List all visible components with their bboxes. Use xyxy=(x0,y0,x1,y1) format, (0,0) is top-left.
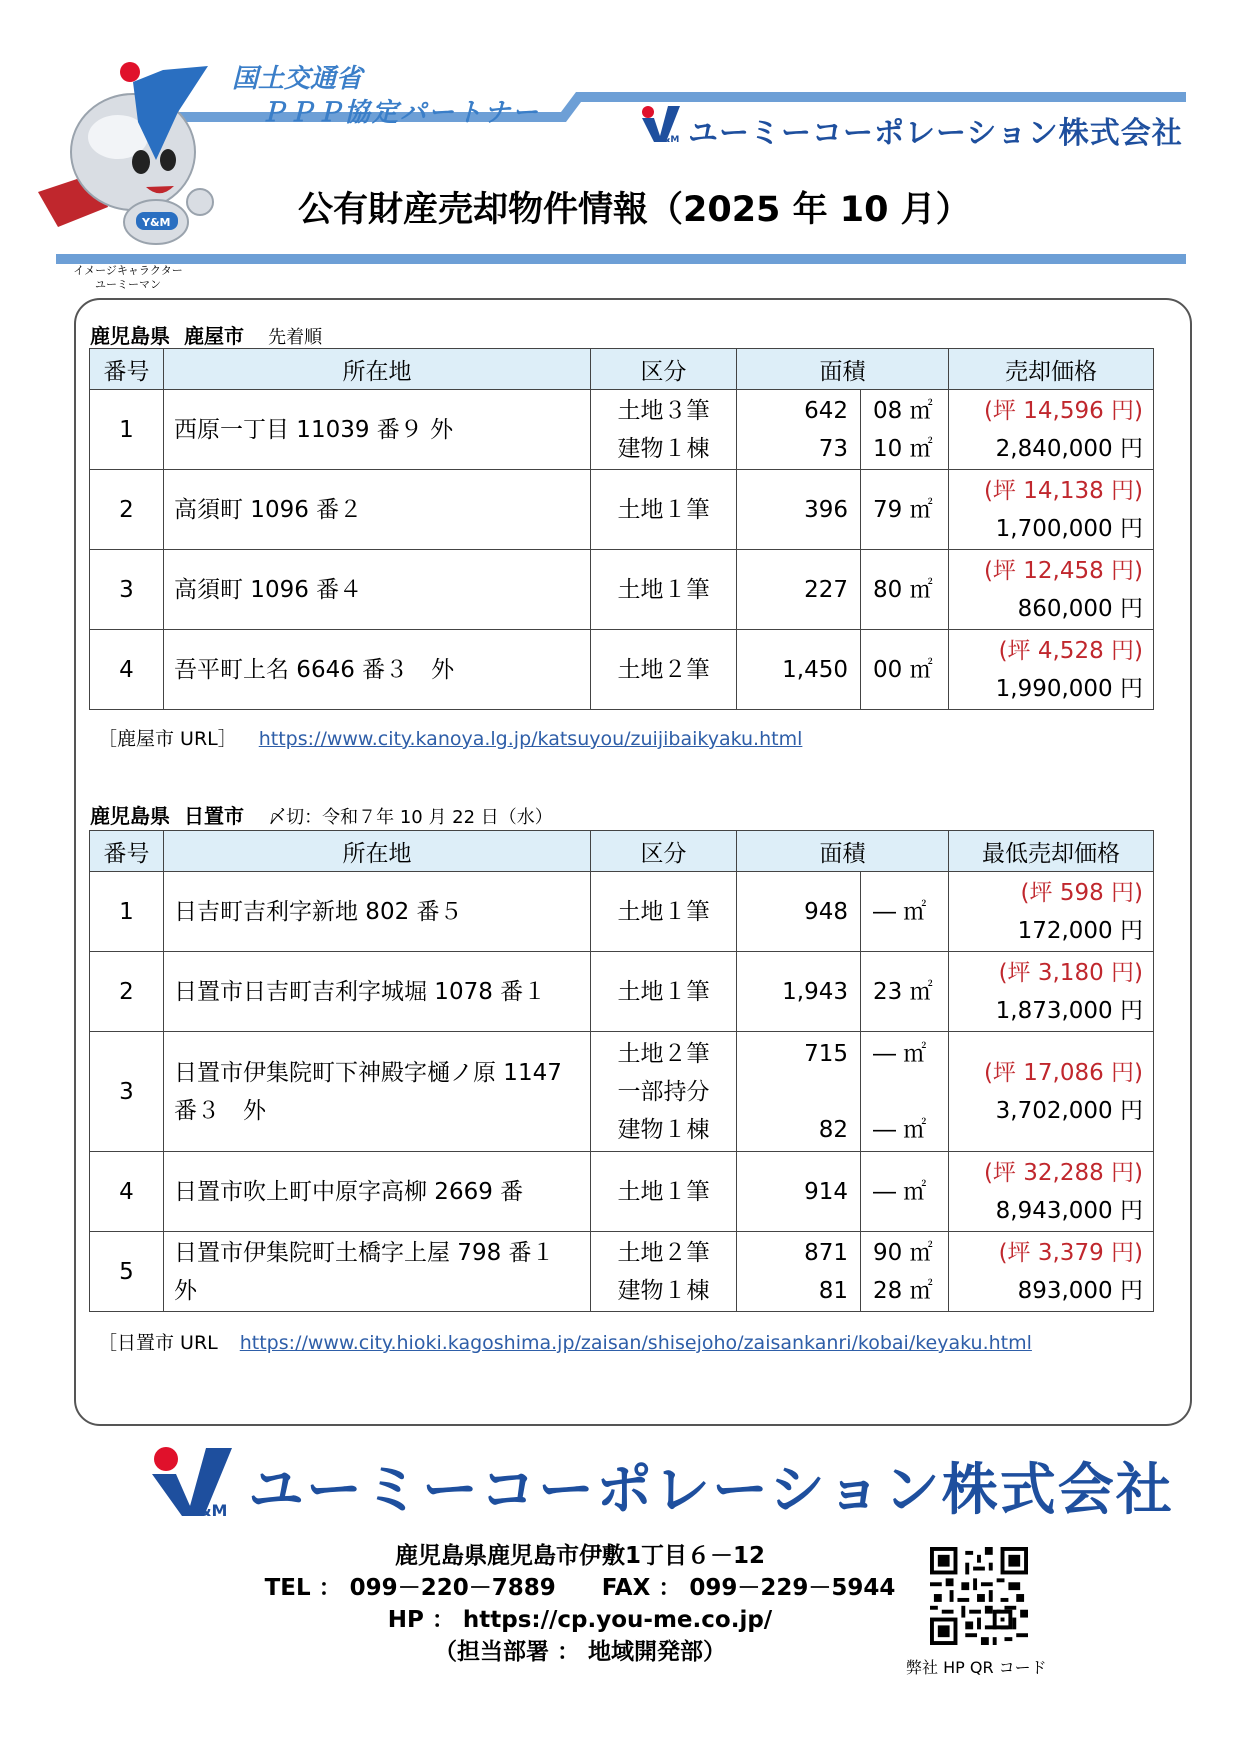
sale-price: 1,990,000 円 xyxy=(995,675,1143,702)
tsubo-price: (坪 32,288 円) xyxy=(983,1159,1143,1186)
tsubo-price: (坪 14,596 円) xyxy=(983,397,1143,424)
row-category xyxy=(591,1232,737,1312)
row-area-integer: 1,450 xyxy=(737,630,861,710)
tsubo-price: (坪 598 円) xyxy=(1020,879,1143,906)
col-header-category: 区分 xyxy=(591,349,737,390)
row-number: 5 xyxy=(90,1232,164,1312)
category-line: 土地２筆 xyxy=(617,1040,710,1067)
section-city: 鹿屋市 xyxy=(184,324,245,348)
area-decimal-line: ― ㎡ xyxy=(873,1116,927,1143)
area-decimal-line: 10 ㎡ xyxy=(873,435,933,462)
row-address: 高須町 1096 番２ xyxy=(164,470,591,550)
table-row xyxy=(90,872,1154,952)
table-row xyxy=(90,1032,1154,1152)
category-line: 建物１棟 xyxy=(617,1116,710,1143)
homepage-url: HP ： https://cp.you-me.co.jp/ xyxy=(387,1607,773,1633)
area-integer-line: 81 xyxy=(818,1277,848,1304)
section-city: 日置市 xyxy=(184,804,245,828)
area-decimal-line: 08 ㎡ xyxy=(873,397,933,424)
category-line: 一部持分 xyxy=(617,1078,710,1105)
row-area-decimal: ― ㎡ xyxy=(861,872,949,952)
row-category: 土地１筆 xyxy=(591,872,737,952)
table-row xyxy=(90,952,1154,1032)
row-area-decimal: ― ㎡ xyxy=(861,1152,949,1232)
partner-line-1: 国土交通省 xyxy=(232,64,363,94)
row-number: 4 xyxy=(90,630,164,710)
col-header-location: 所在地 xyxy=(164,349,591,390)
company-name-footer: ユーミーコーポレーション株式会社 xyxy=(248,1458,1174,1523)
city-url-link[interactable]: https://www.city.kanoya.lg.jp/katsuyou/zuijibaikyaku.html xyxy=(258,728,803,750)
section-heading-hioki xyxy=(90,800,553,829)
row-price xyxy=(949,952,1154,1032)
area-integer-line: 715 xyxy=(804,1040,848,1067)
property-table-kanoya xyxy=(89,348,1154,710)
row-category: 土地１筆 xyxy=(591,952,737,1032)
section-pref: 鹿児島県 xyxy=(90,324,170,348)
table-row xyxy=(90,1232,1154,1312)
table-header-row xyxy=(90,349,1154,390)
url-line-kanoya xyxy=(98,724,802,751)
row-address: 高須町 1096 番４ xyxy=(164,550,591,630)
row-category: 土地１筆 xyxy=(591,1152,737,1232)
row-category xyxy=(591,390,737,470)
partner-line-2: ＰＰＰ協定パートナー xyxy=(260,98,541,128)
table-row xyxy=(90,550,1154,630)
col-header-area: 面積 xyxy=(737,831,949,872)
contact-block xyxy=(230,1540,930,1668)
section-heading-kanoya xyxy=(90,320,322,349)
sale-price: 1,700,000 円 xyxy=(995,515,1143,542)
area-decimal-line: 28 ㎡ xyxy=(873,1277,933,1304)
mascot-caption xyxy=(64,264,192,292)
table-row xyxy=(90,1152,1154,1232)
col-header-number: 番号 xyxy=(90,831,164,872)
row-address: 日置市吹上町中原字高柳 2669 番 xyxy=(164,1152,591,1232)
row-area-integer xyxy=(737,1232,861,1312)
col-header-price: 売却価格 xyxy=(949,349,1154,390)
row-number: 3 xyxy=(90,550,164,630)
row-area-integer: 948 xyxy=(737,872,861,952)
logo-text-top: Y&M xyxy=(656,135,680,144)
company-logo-top xyxy=(638,104,682,148)
row-number: 2 xyxy=(90,952,164,1032)
tsubo-price: (坪 3,379 円) xyxy=(998,1239,1143,1266)
tsubo-price: (坪 4,528 円) xyxy=(998,637,1143,664)
row-area-integer: 914 xyxy=(737,1152,861,1232)
row-price xyxy=(949,872,1154,952)
area-integer-line: 73 xyxy=(818,435,848,462)
logo-mark-icon xyxy=(638,104,682,144)
col-header-price: 最低売却価格 xyxy=(949,831,1154,872)
sale-price: 860,000 円 xyxy=(1017,595,1143,622)
row-address: 吾平町上名 6646 番３ 外 xyxy=(164,630,591,710)
row-area-decimal xyxy=(861,1032,949,1152)
area-integer-line: 871 xyxy=(804,1239,848,1266)
page-title: 公有財産売却物件情報（2025 年 10 月） xyxy=(298,190,971,230)
title-divider xyxy=(56,254,1186,264)
department: （担当部署 ： 地域開発部） xyxy=(433,1639,726,1665)
sale-price: 2,840,000 円 xyxy=(995,435,1143,462)
table-row xyxy=(90,630,1154,710)
sale-price: 3,702,000 円 xyxy=(995,1097,1143,1124)
tsubo-price: (坪 12,458 円) xyxy=(983,557,1143,584)
row-price xyxy=(949,390,1154,470)
area-integer-line: 82 xyxy=(818,1116,848,1143)
row-category xyxy=(591,1032,737,1152)
company-address: 鹿児島県鹿児島市伊敷1丁目６－12 xyxy=(394,1543,765,1569)
row-area-decimal: 80 ㎡ xyxy=(861,550,949,630)
row-number: 4 xyxy=(90,1152,164,1232)
col-header-category: 区分 xyxy=(591,831,737,872)
sale-price: 893,000 円 xyxy=(1017,1277,1143,1304)
category-line: 土地２筆 xyxy=(617,1239,710,1266)
area-decimal-line xyxy=(873,1073,947,1111)
row-address: 西原一丁目 11039 番９ 外 xyxy=(164,390,591,470)
qr-code-icon[interactable] xyxy=(930,1547,1028,1645)
mascot-caption-line-1: イメージキャラクター xyxy=(73,264,183,277)
section-pref: 鹿児島県 xyxy=(90,804,170,828)
area-decimal-line: ― ㎡ xyxy=(873,1040,927,1067)
category-line: 建物１棟 xyxy=(617,1277,710,1304)
url-label: ［鹿屋市 URL］ xyxy=(98,728,237,750)
sale-price: 8,943,000 円 xyxy=(995,1197,1143,1224)
table-header-row xyxy=(90,831,1154,872)
col-header-location: 所在地 xyxy=(164,831,591,872)
qr-caption: 弊社 HP QR コード xyxy=(906,1658,1047,1677)
company-name-top: ユーミーコーポレーション株式会社 xyxy=(688,116,1183,151)
row-area-integer xyxy=(737,390,861,470)
sale-price: 172,000 円 xyxy=(1017,917,1143,944)
partner-text xyxy=(232,62,540,130)
row-price xyxy=(949,1152,1154,1232)
area-decimal-line: 90 ㎡ xyxy=(873,1239,933,1266)
row-area-decimal xyxy=(861,390,949,470)
sale-price: 1,873,000 円 xyxy=(995,997,1143,1024)
row-price xyxy=(949,1232,1154,1312)
row-number: 3 xyxy=(90,1032,164,1152)
row-area-decimal: 23 ㎡ xyxy=(861,952,949,1032)
city-url-link[interactable]: https://www.city.hioki.kagoshima.jp/zaisan/shisejoho/zaisankanri/kobai/keyaku.html xyxy=(239,1332,1032,1354)
url-label: ［日置市 URL xyxy=(98,1332,218,1354)
table-row xyxy=(90,390,1154,470)
mascot-caption-line-2: ユーミーマン xyxy=(95,278,161,291)
tsubo-price: (坪 14,138 円) xyxy=(983,477,1143,504)
row-area-integer: 227 xyxy=(737,550,861,630)
row-number: 1 xyxy=(90,390,164,470)
property-table-hioki xyxy=(89,830,1154,1312)
row-price xyxy=(949,630,1154,710)
row-address: 日置市日吉町吉利字城堀 1078 番１ xyxy=(164,952,591,1032)
row-price xyxy=(949,470,1154,550)
table-row xyxy=(90,470,1154,550)
category-line: 建物１棟 xyxy=(617,435,710,462)
row-price xyxy=(949,550,1154,630)
row-number: 2 xyxy=(90,470,164,550)
row-area-decimal: 79 ㎡ xyxy=(861,470,949,550)
section-note: 先着順 xyxy=(268,327,323,348)
row-area-integer: 1,943 xyxy=(737,952,861,1032)
row-price xyxy=(949,1032,1154,1152)
row-category: 土地２筆 xyxy=(591,630,737,710)
url-line-hioki xyxy=(98,1328,1032,1355)
area-integer-line xyxy=(738,1073,848,1111)
area-integer-line: 642 xyxy=(804,397,848,424)
col-header-area: 面積 xyxy=(737,349,949,390)
tel-fax: TEL ： 099－220－7889 FAX ： 099－229－5944 xyxy=(264,1575,896,1601)
row-address: 日吉町吉利字新地 802 番５ xyxy=(164,872,591,952)
category-line: 土地３筆 xyxy=(617,397,710,424)
row-category: 土地１筆 xyxy=(591,550,737,630)
logo-mark-icon xyxy=(146,1444,242,1518)
section-note: 〆切：令和７年 10 月 22 日（水） xyxy=(268,807,553,828)
row-area-decimal: 00 ㎡ xyxy=(861,630,949,710)
col-header-number: 番号 xyxy=(90,349,164,390)
tsubo-price: (坪 3,180 円) xyxy=(998,959,1143,986)
row-area-decimal xyxy=(861,1232,949,1312)
row-address: 日置市伊集院町土橋字上屋 798 番１ 外 xyxy=(164,1232,591,1312)
row-area-integer xyxy=(737,1032,861,1152)
logo-text-footer: Y&M xyxy=(186,1501,228,1518)
row-category: 土地１筆 xyxy=(591,470,737,550)
mascot-badge: Y&M xyxy=(142,216,171,229)
row-number: 1 xyxy=(90,872,164,952)
tsubo-price: (坪 17,086 円) xyxy=(983,1059,1143,1086)
mascot-illustration xyxy=(38,52,228,252)
row-area-integer: 396 xyxy=(737,470,861,550)
row-address: 日置市伊集院町下神殿字樋ノ原 1147 番３ 外 xyxy=(164,1032,591,1152)
